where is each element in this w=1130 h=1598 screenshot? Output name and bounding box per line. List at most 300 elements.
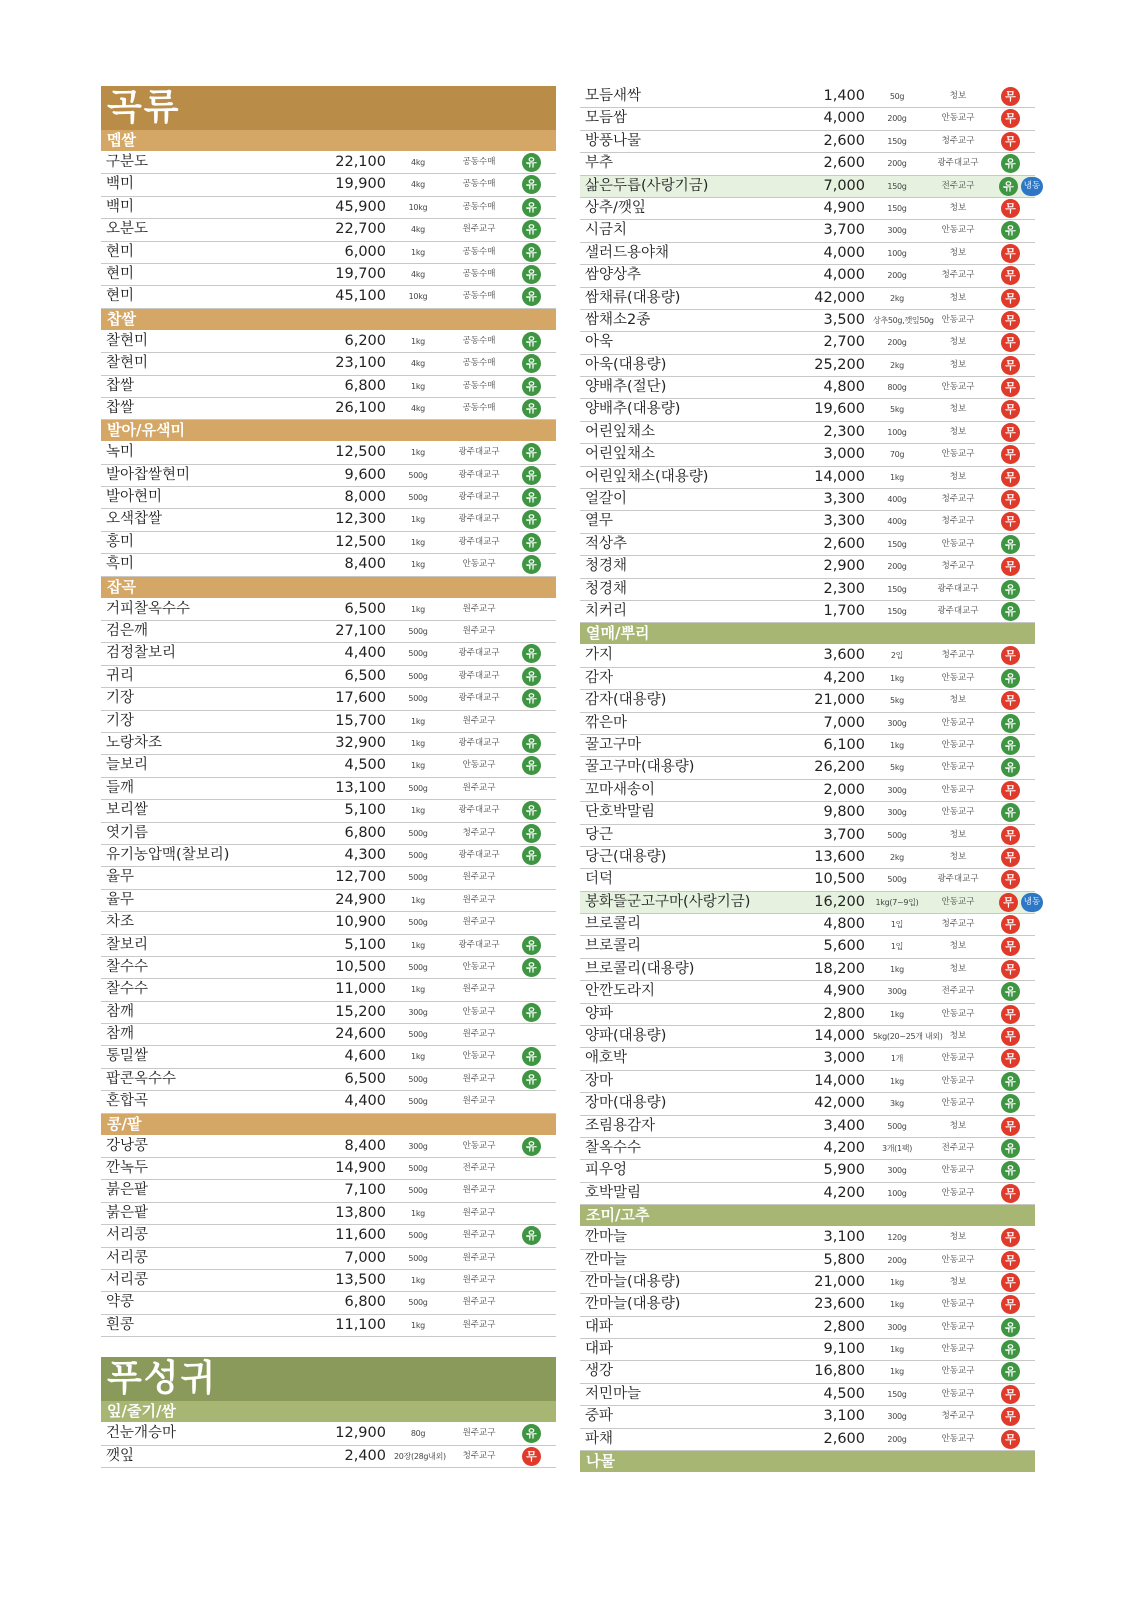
organic-badge: 유 bbox=[1001, 602, 1020, 621]
product-price: 9,600 bbox=[344, 466, 386, 483]
product-name: 안깐도라지 bbox=[585, 983, 656, 1000]
product-name: 서리콩 bbox=[106, 1227, 149, 1244]
organic-badge: 유 bbox=[1001, 1161, 1020, 1180]
product-row bbox=[580, 355, 1035, 377]
category-header: 조미/고추 bbox=[580, 1205, 1035, 1226]
organic-badge: 유 bbox=[1001, 535, 1020, 554]
product-unit: 500g bbox=[887, 1121, 907, 1131]
product-name: 깐마늘 bbox=[585, 1251, 628, 1268]
organic-badge: 유 bbox=[522, 1047, 541, 1066]
organic-badge: 유 bbox=[522, 667, 541, 686]
organic-badge: 유 bbox=[522, 399, 541, 418]
product-row bbox=[101, 509, 556, 531]
product-unit: 5kg bbox=[890, 763, 904, 773]
product-unit: 4kg bbox=[411, 403, 425, 413]
organic-badge: 유 bbox=[522, 287, 541, 306]
product-price: 8,400 bbox=[344, 1137, 386, 1154]
product-name: 서리콩 bbox=[106, 1249, 149, 1266]
product-supplier: 공동수매 bbox=[462, 201, 496, 212]
product-price: 11,100 bbox=[335, 1316, 386, 1333]
product-supplier: 안동교구 bbox=[941, 1344, 975, 1355]
section-title: 푸성귀 bbox=[101, 1357, 556, 1401]
organic-badge: 유 bbox=[522, 824, 541, 843]
product-name: 거피찰옥수수 bbox=[106, 600, 191, 617]
product-price: 42,000 bbox=[814, 289, 865, 306]
product-unit: 1kg bbox=[411, 985, 425, 995]
product-price: 6,500 bbox=[344, 1070, 386, 1087]
product-price: 18,200 bbox=[814, 960, 865, 977]
product-row bbox=[101, 1024, 556, 1046]
pesticide-free-badge: 무 bbox=[1001, 1228, 1020, 1247]
product-row bbox=[101, 1002, 556, 1024]
product-supplier: 안동교구 bbox=[941, 1187, 975, 1198]
product-row bbox=[101, 1091, 556, 1113]
product-price: 45,100 bbox=[335, 288, 386, 305]
product-supplier: 원주교구 bbox=[462, 1185, 496, 1196]
product-unit: 150g bbox=[887, 539, 907, 549]
product-price: 5,100 bbox=[344, 802, 386, 819]
product-price: 2,600 bbox=[823, 535, 865, 552]
product-name: 양파(대용량) bbox=[585, 1028, 667, 1045]
product-row bbox=[101, 1270, 556, 1292]
pesticide-free-badge: 무 bbox=[1001, 557, 1020, 576]
product-unit: 4kg bbox=[411, 359, 425, 369]
organic-badge: 유 bbox=[522, 1226, 541, 1245]
product-supplier: 청보 bbox=[949, 1031, 967, 1042]
product-price: 4,900 bbox=[823, 983, 865, 1000]
product-price: 17,600 bbox=[335, 690, 386, 707]
product-unit: 1kg bbox=[890, 740, 904, 750]
product-row bbox=[580, 1160, 1035, 1182]
organic-badge: 유 bbox=[522, 488, 541, 507]
category-header: 발아/유색미 bbox=[101, 420, 556, 441]
product-name: 깐녹두 bbox=[106, 1160, 149, 1177]
product-price: 2,400 bbox=[344, 1447, 386, 1464]
product-supplier: 안동교구 bbox=[941, 1053, 975, 1064]
product-name: 늘보리 bbox=[106, 757, 149, 774]
product-unit: 400g bbox=[887, 495, 907, 505]
product-unit: 1kg(7~9입) bbox=[875, 897, 919, 907]
product-unit: 500g bbox=[408, 493, 428, 503]
product-price: 5,600 bbox=[823, 938, 865, 955]
product-price: 2,300 bbox=[823, 423, 865, 440]
product-name: 장마(대용량) bbox=[585, 1095, 667, 1112]
product-name: 엿기름 bbox=[106, 824, 149, 841]
product-name: 약콩 bbox=[106, 1294, 135, 1311]
pesticide-free-badge: 무 bbox=[1001, 490, 1020, 509]
product-supplier: 전주교구 bbox=[941, 180, 975, 191]
product-name: 더덕 bbox=[585, 871, 614, 888]
product-price: 2,300 bbox=[823, 580, 865, 597]
pesticide-free-badge: 무 bbox=[1001, 512, 1020, 531]
product-row bbox=[580, 780, 1035, 802]
product-price: 11,600 bbox=[335, 1227, 386, 1244]
organic-badge: 유 bbox=[522, 243, 541, 262]
product-name: 검은깨 bbox=[106, 623, 149, 640]
product-supplier: 원주교구 bbox=[462, 626, 496, 637]
product-unit: 4kg bbox=[411, 225, 425, 235]
product-price: 2,700 bbox=[823, 334, 865, 351]
product-row bbox=[580, 690, 1035, 712]
product-unit: 300g bbox=[408, 1141, 428, 1151]
product-price: 12,700 bbox=[335, 869, 386, 886]
product-price: 5,100 bbox=[344, 936, 386, 953]
product-row bbox=[580, 936, 1035, 958]
organic-badge: 유 bbox=[522, 555, 541, 574]
product-price: 22,100 bbox=[335, 154, 386, 170]
product-row bbox=[101, 532, 556, 554]
product-unit: 500g bbox=[408, 1074, 428, 1084]
pesticide-free-badge: 무 bbox=[1001, 870, 1020, 889]
product-row bbox=[101, 979, 556, 1001]
product-row bbox=[580, 176, 1041, 198]
product-supplier: 원주교구 bbox=[462, 715, 496, 726]
organic-badge: 유 bbox=[522, 175, 541, 194]
pesticide-free-badge: 무 bbox=[999, 893, 1018, 912]
product-unit: 1kg bbox=[411, 738, 425, 748]
product-name: 치커리 bbox=[585, 602, 628, 619]
product-supplier: 청보 bbox=[949, 359, 967, 370]
product-row bbox=[580, 198, 1035, 220]
product-supplier: 청보 bbox=[949, 292, 967, 303]
product-row bbox=[580, 1406, 1035, 1428]
product-name: 애호박 bbox=[585, 1050, 628, 1067]
product-supplier: 원주교구 bbox=[462, 984, 496, 995]
product-unit: 1kg bbox=[411, 336, 425, 346]
product-supplier: 청보 bbox=[949, 695, 967, 706]
product-name: 찰수수 bbox=[106, 981, 149, 998]
product-supplier: 안동교구 bbox=[941, 1008, 975, 1019]
organic-badge: 유 bbox=[1001, 669, 1020, 688]
product-unit: 20장(28g내외) bbox=[394, 1451, 446, 1461]
product-row bbox=[101, 845, 556, 867]
product-price: 3,700 bbox=[823, 826, 865, 843]
product-row bbox=[580, 1429, 1035, 1451]
product-name: 보리쌀 bbox=[106, 802, 149, 819]
product-price: 26,200 bbox=[814, 759, 865, 776]
product-price: 8,400 bbox=[344, 556, 386, 573]
product-row bbox=[101, 643, 556, 665]
product-name: 청경채 bbox=[585, 580, 628, 597]
product-unit: 1kg bbox=[890, 472, 904, 482]
product-row bbox=[580, 869, 1035, 891]
product-price: 19,600 bbox=[814, 401, 865, 418]
product-row bbox=[580, 1116, 1035, 1138]
product-supplier: 광주대교구 bbox=[458, 670, 500, 681]
frozen-badge: 냉동 bbox=[1021, 893, 1043, 912]
left-column bbox=[101, 86, 556, 1468]
frozen-badge: 냉동 bbox=[1021, 177, 1043, 196]
product-supplier: 원주교구 bbox=[462, 1297, 496, 1308]
product-unit: 1kg bbox=[411, 761, 425, 771]
product-name: 상추/깻잎 bbox=[585, 199, 646, 216]
product-name: 어린잎채소(대용량) bbox=[585, 468, 709, 485]
product-row bbox=[101, 1046, 556, 1068]
product-unit: 500g bbox=[408, 694, 428, 704]
product-unit: 500g bbox=[408, 918, 428, 928]
product-supplier: 안동교구 bbox=[941, 784, 975, 795]
product-unit: 500g bbox=[887, 875, 907, 885]
product-price: 4,800 bbox=[823, 916, 865, 933]
product-unit: 1kg bbox=[890, 1345, 904, 1355]
product-unit: 500g bbox=[887, 830, 907, 840]
product-row bbox=[580, 467, 1035, 489]
product-unit: 1kg bbox=[890, 1009, 904, 1019]
pesticide-free-badge: 무 bbox=[1001, 199, 1020, 218]
product-supplier: 공동수매 bbox=[462, 157, 496, 167]
product-unit: 1kg bbox=[411, 448, 425, 458]
product-unit: 300g bbox=[408, 1007, 428, 1017]
product-name: 기장 bbox=[106, 690, 135, 707]
product-unit: 500g bbox=[408, 1186, 428, 1196]
organic-badge: 유 bbox=[999, 177, 1018, 196]
product-price: 4,400 bbox=[344, 645, 386, 662]
pesticide-free-badge: 무 bbox=[1001, 1251, 1020, 1270]
product-row bbox=[580, 265, 1035, 287]
organic-badge: 유 bbox=[1001, 1139, 1020, 1158]
product-unit: 1kg bbox=[411, 1052, 425, 1062]
product-name: 저민마늘 bbox=[585, 1385, 642, 1402]
product-supplier: 청주교구 bbox=[941, 650, 975, 661]
product-name: 건눈개승마 bbox=[106, 1425, 177, 1442]
product-row bbox=[580, 399, 1035, 421]
product-price: 32,900 bbox=[335, 734, 386, 751]
product-name: 찹쌀 bbox=[106, 377, 135, 394]
product-price: 14,000 bbox=[814, 1072, 865, 1089]
organic-badge: 유 bbox=[1001, 982, 1020, 1001]
product-row bbox=[101, 286, 556, 308]
product-name: 현미 bbox=[106, 265, 135, 282]
product-name: 깐마늘 bbox=[585, 1229, 628, 1246]
product-price: 23,100 bbox=[335, 355, 386, 372]
product-name: 양배추(대용량) bbox=[585, 401, 681, 418]
category-header: 멥쌀 bbox=[101, 130, 556, 151]
product-price: 15,700 bbox=[335, 712, 386, 729]
product-price: 3,100 bbox=[823, 1408, 865, 1425]
product-price: 7,000 bbox=[344, 1249, 386, 1266]
product-unit: 200g bbox=[887, 271, 907, 281]
product-row bbox=[101, 1180, 556, 1202]
product-price: 12,900 bbox=[335, 1425, 386, 1442]
organic-badge: 유 bbox=[522, 958, 541, 977]
product-price: 4,200 bbox=[823, 1184, 865, 1201]
product-supplier: 전주교구 bbox=[941, 1142, 975, 1153]
product-price: 2,800 bbox=[823, 1318, 865, 1335]
product-price: 4,500 bbox=[823, 1385, 865, 1402]
product-name: 찰보리 bbox=[106, 936, 149, 953]
product-supplier: 공동수매 bbox=[462, 291, 496, 302]
product-row bbox=[101, 398, 556, 420]
product-supplier: 청주교구 bbox=[941, 1411, 975, 1422]
product-unit: 500g bbox=[408, 671, 428, 681]
product-supplier: 광주대교구 bbox=[937, 583, 979, 594]
product-name: 노랑차조 bbox=[106, 734, 163, 751]
product-row bbox=[580, 1272, 1035, 1294]
product-supplier: 안동교구 bbox=[941, 1433, 975, 1444]
organic-badge: 유 bbox=[1001, 736, 1020, 755]
product-price: 4,500 bbox=[344, 757, 386, 774]
product-supplier: 청보 bbox=[949, 829, 967, 840]
product-row bbox=[580, 377, 1035, 399]
product-supplier: 청보 bbox=[949, 202, 967, 213]
product-supplier: 광주대교구 bbox=[458, 492, 500, 503]
section-greens bbox=[101, 1357, 556, 1468]
product-supplier: 청주교구 bbox=[941, 270, 975, 281]
product-unit: 5kg bbox=[890, 405, 904, 415]
product-price: 6,800 bbox=[344, 1294, 386, 1311]
product-name: 쌈양상추 bbox=[585, 267, 642, 284]
product-unit: 1kg bbox=[890, 673, 904, 683]
product-row bbox=[580, 1250, 1035, 1272]
product-name: 당근(대용량) bbox=[585, 848, 667, 865]
product-price: 22,700 bbox=[335, 221, 386, 238]
product-row bbox=[101, 778, 556, 800]
product-price: 21,000 bbox=[814, 1273, 865, 1290]
organic-badge: 유 bbox=[522, 1070, 541, 1089]
organic-badge: 유 bbox=[1001, 1072, 1020, 1091]
product-row bbox=[580, 1384, 1035, 1406]
product-supplier: 광주대교구 bbox=[458, 648, 500, 659]
product-unit: 4kg bbox=[411, 180, 425, 190]
organic-badge: 유 bbox=[522, 198, 541, 217]
product-price: 19,700 bbox=[335, 265, 386, 282]
category-header: 콩/팥 bbox=[101, 1114, 556, 1135]
product-name: 현미 bbox=[106, 288, 135, 305]
pesticide-free-badge: 무 bbox=[1001, 646, 1020, 665]
pesticide-free-badge: 무 bbox=[1001, 937, 1020, 956]
product-supplier: 원주교구 bbox=[462, 1252, 496, 1263]
product-supplier: 원주교구 bbox=[462, 603, 496, 614]
product-price: 11,000 bbox=[335, 981, 386, 998]
product-unit: 1kg bbox=[411, 247, 425, 257]
product-row bbox=[101, 1069, 556, 1091]
product-name: 단호박말림 bbox=[585, 804, 656, 821]
product-name: 혼합곡 bbox=[106, 1093, 149, 1110]
product-unit: 4kg bbox=[411, 158, 425, 167]
product-supplier: 안동교구 bbox=[941, 717, 975, 728]
product-row bbox=[101, 331, 556, 353]
organic-badge: 유 bbox=[522, 220, 541, 239]
product-name: 백미 bbox=[106, 198, 135, 215]
product-supplier: 청주교구 bbox=[462, 827, 496, 838]
product-price: 3,000 bbox=[823, 446, 865, 463]
product-row bbox=[580, 645, 1035, 667]
organic-badge: 유 bbox=[522, 377, 541, 396]
pesticide-free-badge: 무 bbox=[1001, 1005, 1020, 1024]
product-unit: 4kg bbox=[411, 269, 425, 279]
product-name: 발아현미 bbox=[106, 489, 163, 506]
organic-badge: 유 bbox=[522, 1137, 541, 1156]
product-price: 7,100 bbox=[344, 1182, 386, 1199]
product-row bbox=[101, 264, 556, 286]
product-row bbox=[101, 1423, 556, 1445]
product-price: 3,700 bbox=[823, 222, 865, 239]
product-price: 2,800 bbox=[823, 1005, 865, 1022]
product-supplier: 안동교구 bbox=[941, 1299, 975, 1310]
product-supplier: 공동수매 bbox=[462, 268, 496, 279]
product-name: 흰콩 bbox=[106, 1316, 135, 1333]
product-name: 꿀고구마 bbox=[585, 736, 642, 753]
product-supplier: 공동수매 bbox=[462, 358, 496, 369]
product-row bbox=[580, 332, 1035, 354]
product-price: 4,000 bbox=[823, 267, 865, 284]
product-name: 대파 bbox=[585, 1318, 614, 1335]
pesticide-free-badge: 무 bbox=[1001, 691, 1020, 710]
product-row bbox=[101, 1315, 556, 1337]
product-price: 9,800 bbox=[823, 804, 865, 821]
product-name: 깎은마 bbox=[585, 714, 628, 731]
product-row bbox=[580, 1026, 1035, 1048]
product-supplier: 청보 bbox=[949, 337, 967, 348]
product-row bbox=[580, 1138, 1035, 1160]
product-supplier: 청보 bbox=[949, 1276, 967, 1287]
product-name: 찰현미 bbox=[106, 332, 149, 349]
product-price: 4,300 bbox=[344, 846, 386, 863]
product-supplier: 안동교구 bbox=[941, 449, 975, 460]
product-row bbox=[580, 534, 1035, 556]
product-row bbox=[580, 847, 1035, 869]
product-name: 브로콜리(대용량) bbox=[585, 960, 695, 977]
product-supplier: 안동교구 bbox=[462, 559, 496, 570]
product-unit: 상추50g,깻잎50g bbox=[873, 315, 934, 325]
product-name: 붉은팥 bbox=[106, 1204, 149, 1221]
product-unit: 400g bbox=[887, 517, 907, 527]
pesticide-free-badge: 무 bbox=[1001, 1027, 1020, 1046]
product-supplier: 전주교구 bbox=[941, 986, 975, 997]
product-name: 양배추(절단) bbox=[585, 379, 667, 396]
product-unit: 1kg bbox=[411, 515, 425, 525]
product-unit: 500g bbox=[408, 1231, 428, 1241]
product-unit: 1kg bbox=[890, 964, 904, 974]
product-unit: 300g bbox=[887, 1166, 907, 1176]
product-price: 14,000 bbox=[814, 468, 865, 485]
product-unit: 200g bbox=[887, 159, 907, 169]
product-name: 시금치 bbox=[585, 222, 628, 239]
product-price: 4,200 bbox=[823, 1139, 865, 1156]
product-supplier: 안동교구 bbox=[941, 225, 975, 236]
product-price: 27,100 bbox=[335, 623, 386, 640]
product-name: 깐마늘(대용량) bbox=[585, 1296, 681, 1313]
organic-badge: 유 bbox=[522, 510, 541, 529]
product-unit: 1kg bbox=[411, 1208, 425, 1218]
product-name: 들깨 bbox=[106, 779, 135, 796]
product-supplier: 청보 bbox=[949, 941, 967, 952]
product-row bbox=[101, 957, 556, 979]
product-supplier: 청주교구 bbox=[941, 494, 975, 505]
product-row bbox=[580, 108, 1035, 130]
product-name: 찹쌀 bbox=[106, 399, 135, 416]
pesticide-free-badge: 무 bbox=[1001, 132, 1020, 151]
product-name: 봉화뜰군고구마(사랑기금) bbox=[585, 893, 751, 910]
organic-badge: 유 bbox=[522, 332, 541, 351]
product-name: 꼬마새송이 bbox=[585, 781, 656, 798]
product-name: 율무 bbox=[106, 891, 135, 908]
product-name: 오분도 bbox=[106, 221, 149, 238]
product-unit: 1입 bbox=[890, 920, 904, 930]
product-unit: 1kg bbox=[890, 1367, 904, 1377]
product-supplier: 안동교구 bbox=[941, 1321, 975, 1332]
pesticide-free-badge: 무 bbox=[1001, 378, 1020, 397]
product-name: 붉은팥 bbox=[106, 1182, 149, 1199]
pesticide-free-badge: 무 bbox=[1001, 1117, 1020, 1136]
organic-badge: 유 bbox=[522, 1003, 541, 1022]
product-price: 19,900 bbox=[335, 176, 386, 193]
product-supplier: 청주교구 bbox=[941, 516, 975, 527]
product-unit: 500g bbox=[408, 1030, 428, 1040]
category-header: 잡곡 bbox=[101, 577, 556, 598]
pesticide-free-badge: 무 bbox=[1001, 1295, 1020, 1314]
product-name: 파채 bbox=[585, 1430, 614, 1447]
